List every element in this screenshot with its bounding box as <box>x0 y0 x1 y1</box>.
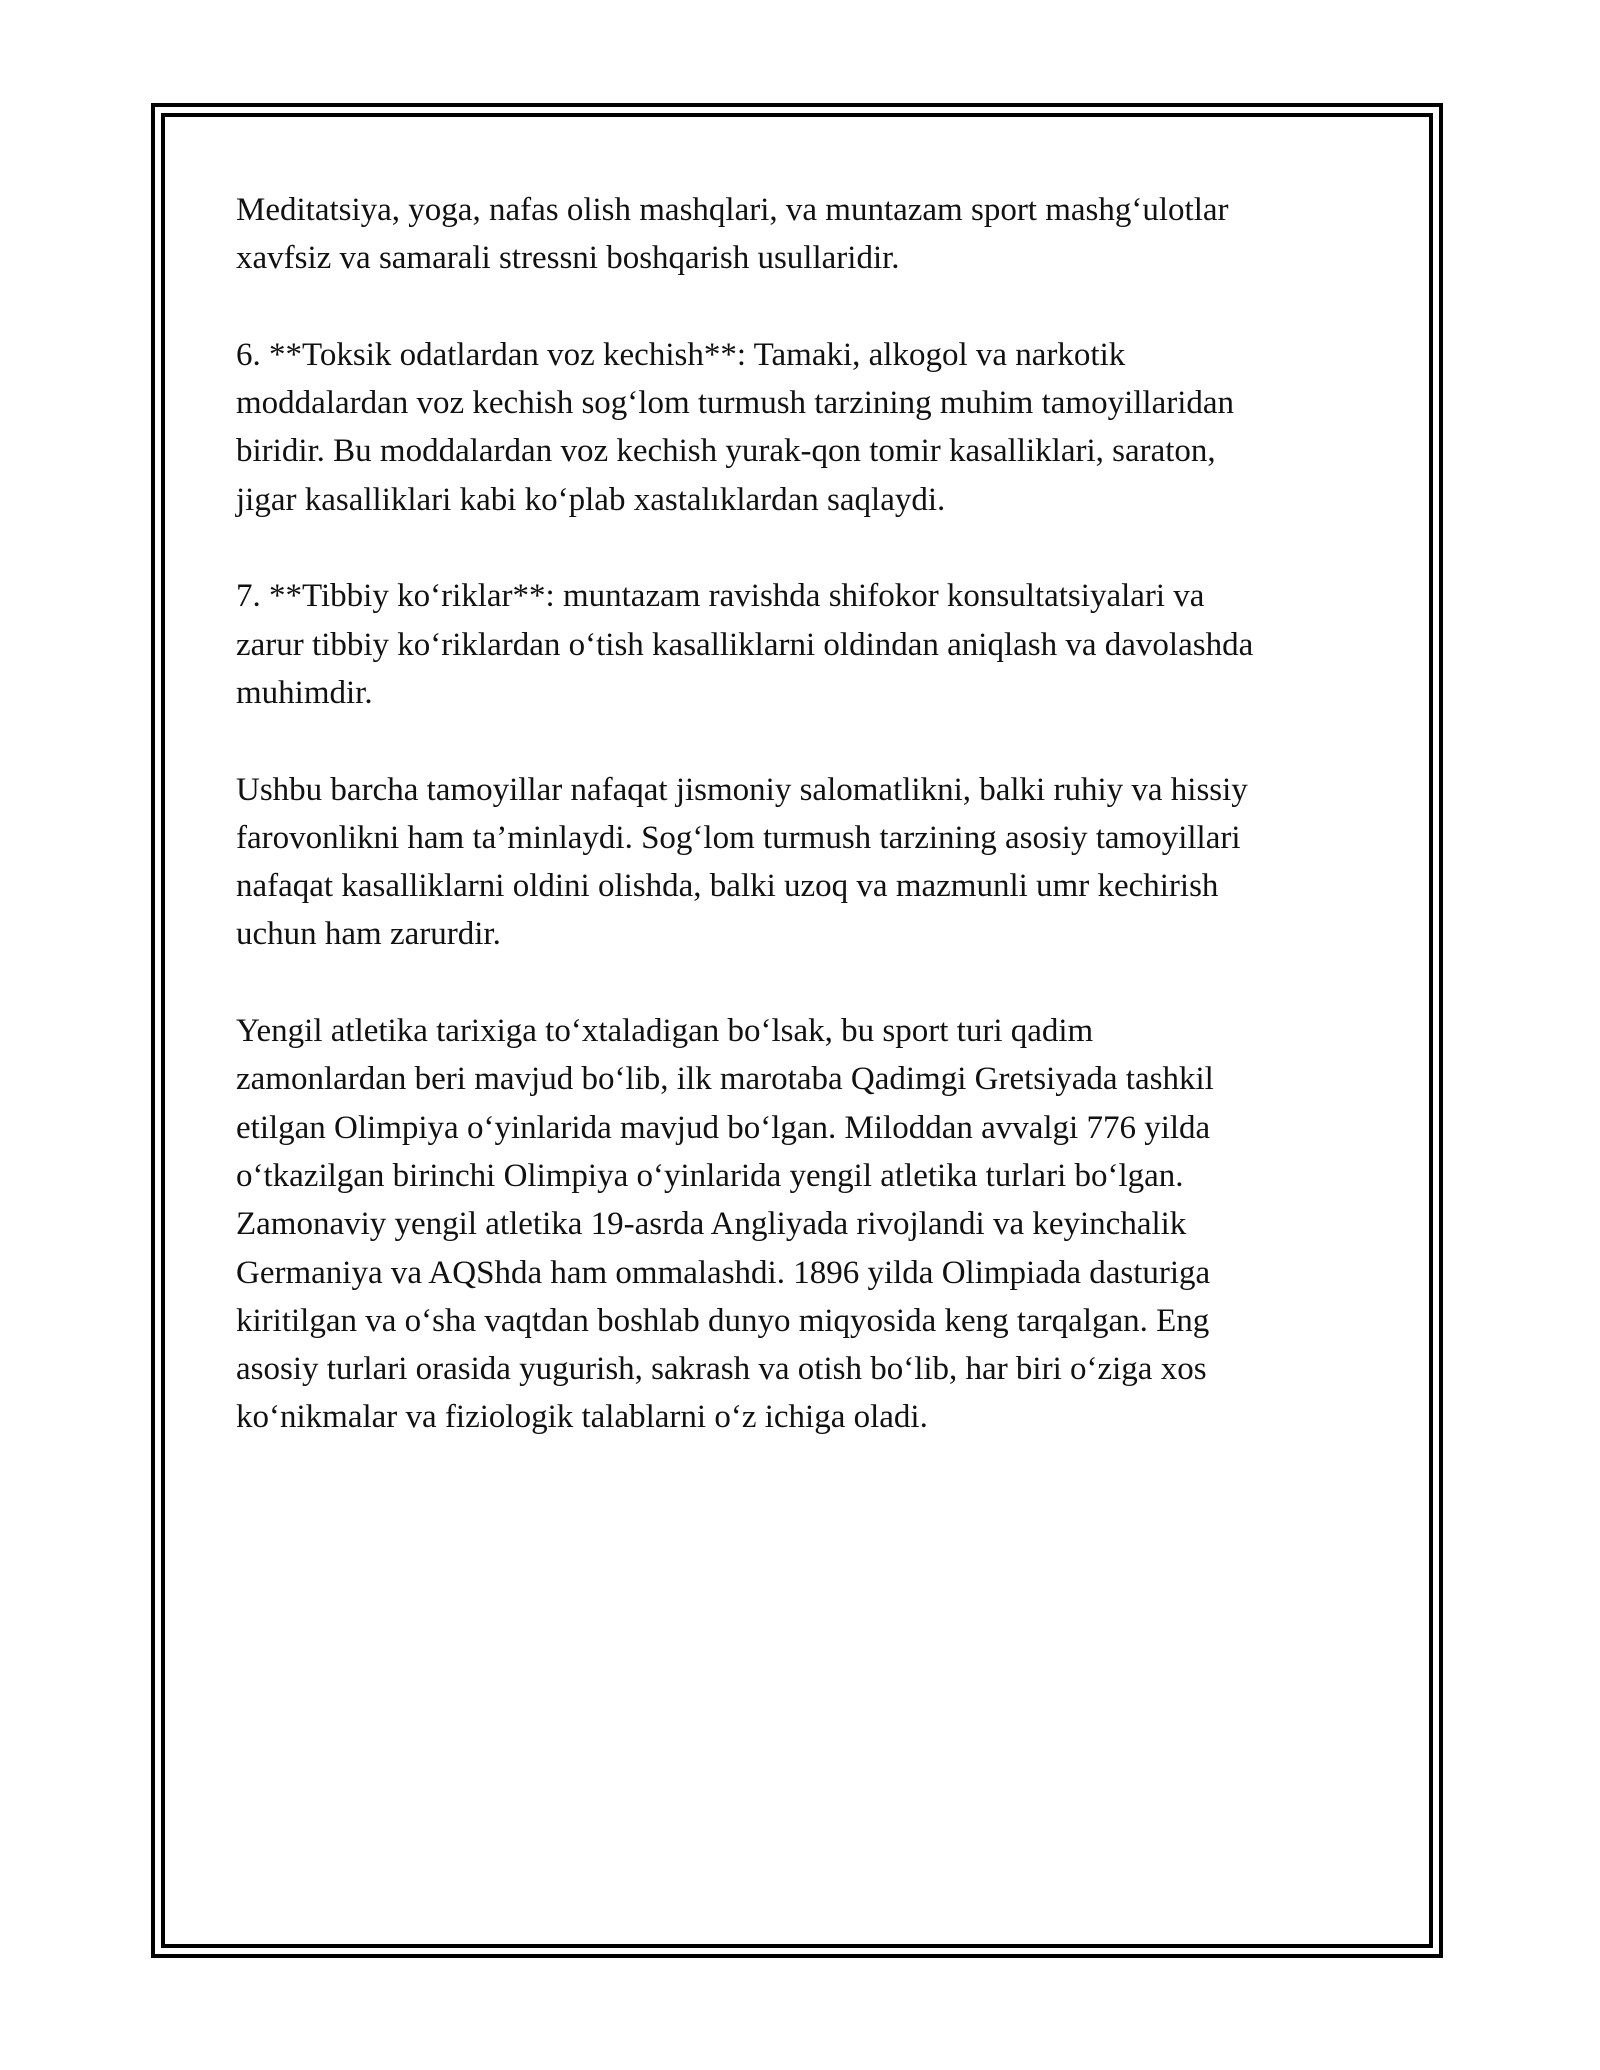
paragraph-toxic-habits: 6. **Toksik odatlardan voz kechish**: Tamaki, alkogol va narkotik moddalardan voz kechish sog‘lom turmush tarzining muhim tamoyillaridan biridir. Bu moddalardan voz kechish yurak-qon tomir kasalliklari, saraton, jigar kasalliklari kabi ko‘plab xastalıklardan saqlaydi. <box>236 336 1235 518</box>
paragraph-summary: Ushbu barcha tamoyillar nafaqat jismoniy salomatlikni, balki ruhiy va hissiy farovonlikni ham ta’minlaydi. Sog‘lom turmush tarzining asosiy tamoyillari nafaqat kasalliklarni oldini olishda, balki uzoq va mazmunli umr kechirish uchun ham zarurdir. <box>236 771 1248 953</box>
document-body <box>236 186 1386 1490</box>
paragraph-athletics-history: Yengil atletika tarixiga to‘xtaladigan bo‘lsak, bu sport turi qadim zamonlardan beri mavjud bo‘lib, ilk marotaba Qadimgi Gretsiyada tashkil etilgan Olimpiya o‘yinlarida mavjud bo‘lgan. Miloddan avvalgi 776 yilda o‘tkazilgan birinchi Olimpiya o‘yinlarida yengil atletika turlari bo‘lgan. Zamonaviy yengil atletika 19-asrda Angliyada rivojlandi va keyinchalik Germaniya va AQShda ham ommalashdi. 1896 yilda Olimpiada dasturiga kiritilgan va o‘sha vaqtdan boshlab dunyo miqyosida keng tarqalgan. Eng asosiy turlari orasida yugurish, sakrash va otish bo‘lib, har biri o‘ziga xos ko‘nikmalar va fiziologik talablarni o‘z ichiga oladi. <box>236 1013 1214 1436</box>
paragraph-stress-management: Meditatsiya, yoga, nafas olish mashqlari, va muntazam sport mashg‘ulotlar xavfsiz va samarali stressni boshqarish usullaridir. <box>236 192 1229 277</box>
paragraph-medical-checkups: 7. **Tibbiy ko‘riklar**: muntazam ravishda shifokor konsultatsiyalari va zarur tibbiy ko‘riklardan o‘tish kasalliklarni oldindan aniqlash va davolashda muhimdir. <box>236 578 1254 711</box>
